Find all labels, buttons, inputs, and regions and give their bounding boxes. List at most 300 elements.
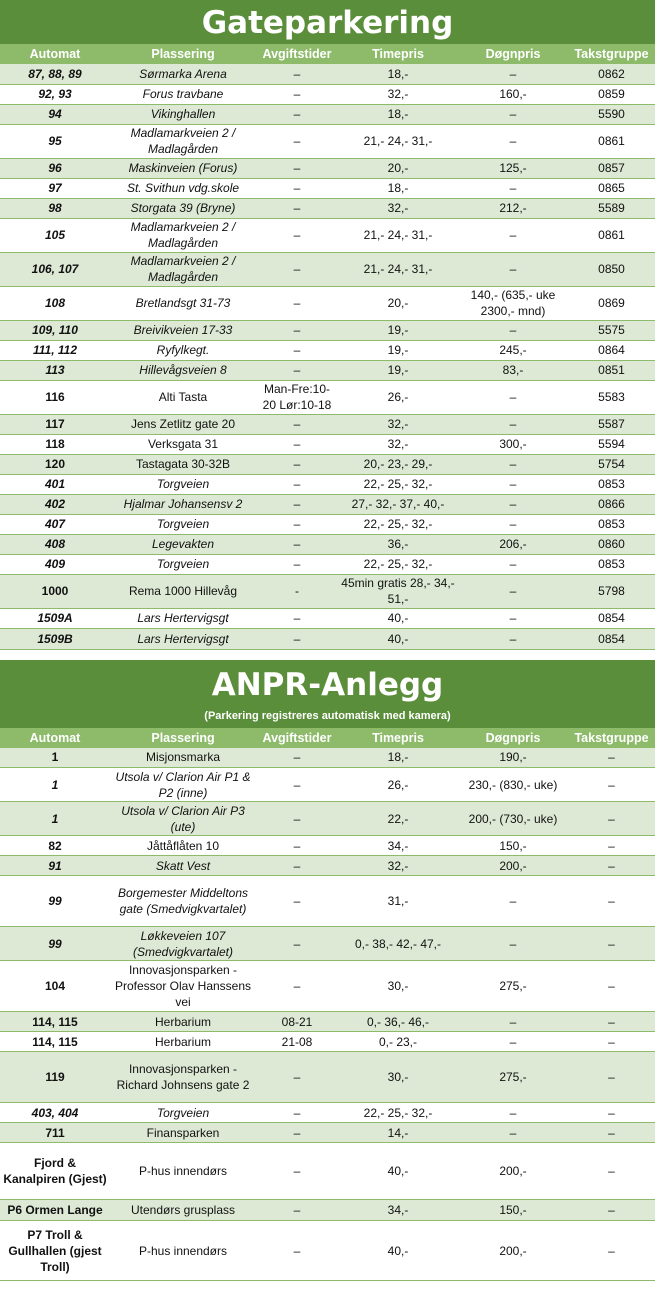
cell-timepris: 30,- [338,1052,458,1103]
cell-dognpris: – [458,414,568,434]
cell-plassering: Innovasjonsparken - Richard Johnsens gate 2 [110,1052,256,1103]
cell-automat: 105 [0,218,110,252]
header-dognpris: Døgnpris [458,44,568,64]
cell-avgiftstider: – [256,252,338,286]
header-automat: Automat [0,728,110,748]
cell-automat: 92, 93 [0,84,110,104]
table-row [0,927,655,961]
cell-automat: 402 [0,494,110,514]
cell-timepris: 18,- [338,104,458,124]
table-row [0,158,655,178]
cell-automat: 99 [0,927,110,961]
cell-automat: 711 [0,1123,110,1143]
cell-avgiftstider: – [256,454,338,474]
cell-timepris: 22,- 25,- 32,- [338,514,458,534]
cell-avgiftstider: – [256,320,338,340]
cell-avgiftstider: 08-21 [256,1012,338,1032]
cell-automat: 111, 112 [0,340,110,360]
cell-takstgruppe: – [568,1200,655,1221]
cell-automat: 117 [0,414,110,434]
cell-avgiftstider: – [256,1143,338,1200]
table-row [0,876,655,927]
cell-timepris: 26,- [338,768,458,802]
cell-takstgruppe: – [568,856,655,876]
cell-takstgruppe: – [568,1143,655,1200]
cell-automat: 99 [0,876,110,927]
cell-avgiftstider: – [256,554,338,574]
cell-takstgruppe: – [568,961,655,1012]
cell-takstgruppe: 0866 [568,494,655,514]
cell-avgiftstider: – [256,286,338,320]
cell-takstgruppe: – [568,1221,655,1281]
table-row [0,1143,655,1200]
cell-dognpris: – [458,454,568,474]
cell-dognpris: – [458,628,568,649]
cell-automat: 114, 115 [0,1032,110,1052]
cell-plassering: Utsola v/ Clarion Air P1 & P2 (inne) [110,768,256,802]
cell-timepris: 21,- 24,- 31,- [338,218,458,252]
table-row [0,474,655,494]
cell-timepris: 18,- [338,748,458,768]
cell-takstgruppe: 5798 [568,574,655,608]
cell-takstgruppe: – [568,748,655,768]
cell-takstgruppe: 0854 [568,608,655,628]
cell-timepris: 0,- 36,- 46,- [338,1012,458,1032]
cell-plassering: Torgveien [110,554,256,574]
cell-automat: 1000 [0,574,110,608]
header-plassering: Plassering [110,44,256,64]
cell-avgiftstider: – [256,1052,338,1103]
cell-plassering: Utendørs grusplass [110,1200,256,1221]
cell-automat: 409 [0,554,110,574]
cell-takstgruppe: – [568,768,655,802]
table-row [0,1052,655,1103]
cell-plassering: Jens Zetlitz gate 20 [110,414,256,434]
cell-timepris: 40,- [338,628,458,649]
cell-takstgruppe: 5575 [568,320,655,340]
table-row [0,608,655,628]
cell-takstgruppe: 5583 [568,380,655,414]
cell-dognpris: 275,- [458,1052,568,1103]
cell-takstgruppe: 0861 [568,124,655,158]
cell-dognpris: – [458,494,568,514]
header-plassering: Plassering [110,728,256,748]
cell-takstgruppe: 0861 [568,218,655,252]
cell-takstgruppe: 5587 [568,414,655,434]
cell-avgiftstider: – [256,84,338,104]
cell-plassering: Ryfylkegt. [110,340,256,360]
table-row [0,1032,655,1052]
table-row [0,320,655,340]
cell-plassering: Bretlandsgt 31-73 [110,286,256,320]
cell-automat: 95 [0,124,110,158]
table-row [0,454,655,474]
cell-timepris: 18,- [338,64,458,84]
cell-takstgruppe: 0850 [568,252,655,286]
table-row [0,340,655,360]
cell-plassering: Utsola v/ Clarion Air P3 (ute) [110,802,256,836]
cell-dognpris: – [458,1103,568,1123]
cell-avgiftstider: – [256,218,338,252]
cell-dognpris: – [458,927,568,961]
cell-avgiftstider: – [256,628,338,649]
cell-automat: 94 [0,104,110,124]
cell-timepris: 27,- 32,- 37,- 40,- [338,494,458,514]
cell-takstgruppe: – [568,1123,655,1143]
cell-automat: 104 [0,961,110,1012]
table-row [0,748,655,768]
section-subtitle-anpr: (Parkering registreres automatisk med kamera) [204,709,451,722]
anpr-table [0,728,655,1282]
cell-takstgruppe: 0854 [568,628,655,649]
section-title-anpr: ANPR-Anlegg [211,666,444,703]
cell-automat: 108 [0,286,110,320]
table-row [0,380,655,414]
cell-plassering: Storgata 39 (Bryne) [110,198,256,218]
cell-avgiftstider: – [256,104,338,124]
table-row [0,178,655,198]
cell-dognpris: – [458,608,568,628]
cell-avgiftstider: 21-08 [256,1032,338,1052]
cell-dognpris: – [458,474,568,494]
header-takstgruppe: Takstgruppe [568,44,655,64]
cell-dognpris: – [458,1012,568,1032]
header-takstgruppe: Takstgruppe [568,728,655,748]
cell-plassering: Madlamarkveien 2 / Madlagården [110,252,256,286]
cell-dognpris: – [458,64,568,84]
table-row [0,768,655,802]
cell-timepris: 45min gratis 28,- 34,- 51,- [338,574,458,608]
cell-dognpris: – [458,178,568,198]
table-row [0,286,655,320]
cell-automat: 408 [0,534,110,554]
cell-timepris: 32,- [338,84,458,104]
cell-timepris: 0,- 23,- [338,1032,458,1052]
cell-automat: 116 [0,380,110,414]
cell-plassering: Madlamarkveien 2 / Madlagården [110,124,256,158]
cell-dognpris: 190,- [458,748,568,768]
cell-dognpris: 245,- [458,340,568,360]
cell-dognpris: 200,- [458,1221,568,1281]
cell-timepris: 32,- [338,198,458,218]
cell-avgiftstider: – [256,768,338,802]
cell-avgiftstider: – [256,1200,338,1221]
cell-avgiftstider: – [256,414,338,434]
cell-avgiftstider: – [256,360,338,380]
cell-avgiftstider: Man-Fre:10-20 Lør:10-18 [256,380,338,414]
table-row [0,1200,655,1221]
cell-takstgruppe: – [568,802,655,836]
cell-plassering: Jåttåflåten 10 [110,836,256,856]
cell-plassering: Løkkeveien 107 (Smedvigkvartalet) [110,927,256,961]
table-row [0,961,655,1012]
cell-plassering: Torgveien [110,514,256,534]
cell-automat: 1 [0,802,110,836]
cell-dognpris: – [458,514,568,534]
table-row [0,554,655,574]
table-row [0,836,655,856]
cell-plassering: Tastagata 30-32B [110,454,256,474]
table-row [0,64,655,84]
table-header-row [0,728,655,748]
cell-dognpris: 275,- [458,961,568,1012]
cell-avgiftstider: – [256,1123,338,1143]
cell-takstgruppe: – [568,1032,655,1052]
cell-avgiftstider: – [256,1221,338,1281]
cell-dognpris: – [458,574,568,608]
cell-timepris: 32,- [338,856,458,876]
cell-avgiftstider: - [256,574,338,608]
cell-takstgruppe: 5754 [568,454,655,474]
cell-takstgruppe: 0860 [568,534,655,554]
cell-plassering: P-hus innendørs [110,1221,256,1281]
table-row [0,856,655,876]
table-row [0,84,655,104]
section-title-gateparkering: Gateparkering [0,0,655,44]
cell-automat: 114, 115 [0,1012,110,1032]
cell-dognpris: 206,- [458,534,568,554]
cell-takstgruppe: – [568,1052,655,1103]
cell-avgiftstider: – [256,836,338,856]
table-row [0,1123,655,1143]
cell-dognpris: – [458,1032,568,1052]
table-row [0,124,655,158]
cell-plassering: Skatt Vest [110,856,256,876]
cell-dognpris: – [458,218,568,252]
cell-takstgruppe: – [568,927,655,961]
cell-plassering: St. Svithun vdg.skole [110,178,256,198]
cell-takstgruppe: – [568,1103,655,1123]
cell-plassering: Forus travbane [110,84,256,104]
cell-automat: 1 [0,768,110,802]
cell-takstgruppe: 5590 [568,104,655,124]
cell-timepris: 20,- [338,286,458,320]
cell-plassering: Herbarium [110,1012,256,1032]
cell-timepris: 22,- 25,- 32,- [338,554,458,574]
cell-timepris: 32,- [338,414,458,434]
cell-dognpris: – [458,252,568,286]
cell-dognpris: – [458,124,568,158]
cell-avgiftstider: – [256,198,338,218]
cell-timepris: 22,- [338,802,458,836]
table-row [0,534,655,554]
cell-takstgruppe: 0853 [568,474,655,494]
cell-automat: 82 [0,836,110,856]
cell-timepris: 19,- [338,360,458,380]
cell-automat: 403, 404 [0,1103,110,1123]
cell-takstgruppe: 0853 [568,514,655,534]
cell-avgiftstider: – [256,64,338,84]
cell-automat: 106, 107 [0,252,110,286]
cell-plassering: Rema 1000 Hillevåg [110,574,256,608]
cell-automat: 118 [0,434,110,454]
table-row [0,494,655,514]
cell-avgiftstider: – [256,748,338,768]
cell-plassering: Madlamarkveien 2 / Madlagården [110,218,256,252]
cell-plassering: Hjalmar Johansensv 2 [110,494,256,514]
header-avgiftstider: Avgiftstider [256,44,338,64]
table-row [0,628,655,649]
cell-plassering: Vikinghallen [110,104,256,124]
cell-timepris: 0,- 38,- 42,- 47,- [338,927,458,961]
cell-avgiftstider: – [256,534,338,554]
cell-timepris: 40,- [338,1143,458,1200]
cell-automat: 1509B [0,628,110,649]
cell-dognpris: 150,- [458,836,568,856]
cell-timepris: 36,- [338,534,458,554]
cell-dognpris: – [458,554,568,574]
cell-avgiftstider: – [256,340,338,360]
cell-automat: 96 [0,158,110,178]
cell-takstgruppe: 0853 [568,554,655,574]
cell-plassering: Hillevågsveien 8 [110,360,256,380]
gateparkering-table [0,44,655,650]
cell-takstgruppe: 5589 [568,198,655,218]
cell-dognpris: – [458,380,568,414]
cell-automat: 91 [0,856,110,876]
table-row [0,574,655,608]
cell-takstgruppe: 0857 [568,158,655,178]
cell-timepris: 22,- 25,- 32,- [338,474,458,494]
cell-plassering: Misjonsmarka [110,748,256,768]
cell-dognpris: – [458,876,568,927]
cell-dognpris: – [458,104,568,124]
cell-takstgruppe: – [568,876,655,927]
cell-dognpris: 230,- (830,- uke) [458,768,568,802]
cell-automat: 87, 88, 89 [0,64,110,84]
cell-timepris: 34,- [338,836,458,856]
cell-avgiftstider: – [256,158,338,178]
cell-dognpris: 83,- [458,360,568,380]
cell-avgiftstider: – [256,927,338,961]
cell-avgiftstider: – [256,876,338,927]
cell-takstgruppe: 0869 [568,286,655,320]
cell-takstgruppe: 0851 [568,360,655,380]
table-row [0,514,655,534]
cell-takstgruppe: 0862 [568,64,655,84]
cell-timepris: 30,- [338,961,458,1012]
cell-timepris: 21,- 24,- 31,- [338,252,458,286]
table-row [0,252,655,286]
cell-takstgruppe: 5594 [568,434,655,454]
cell-dognpris: 200,- [458,856,568,876]
cell-timepris: 34,- [338,1200,458,1221]
cell-avgiftstider: – [256,434,338,454]
cell-takstgruppe: 0859 [568,84,655,104]
cell-plassering: Verksgata 31 [110,434,256,454]
cell-dognpris: – [458,1123,568,1143]
cell-plassering: Finansparken [110,1123,256,1143]
header-avgiftstider: Avgiftstider [256,728,338,748]
cell-automat: 119 [0,1052,110,1103]
cell-avgiftstider: – [256,474,338,494]
cell-plassering: Lars Hertervigsgt [110,608,256,628]
cell-automat: 1 [0,748,110,768]
table-row [0,360,655,380]
cell-takstgruppe: – [568,1012,655,1032]
cell-automat: 98 [0,198,110,218]
cell-automat: 109, 110 [0,320,110,340]
cell-dognpris: 150,- [458,1200,568,1221]
cell-timepris: 22,- 25,- 32,- [338,1103,458,1123]
cell-timepris: 19,- [338,320,458,340]
table-row [0,802,655,836]
cell-dognpris: 200,- (730,- uke) [458,802,568,836]
cell-timepris: 32,- [338,434,458,454]
cell-timepris: 19,- [338,340,458,360]
cell-automat: Fjord & Kanalpiren (Gjest) [0,1143,110,1200]
cell-avgiftstider: – [256,514,338,534]
cell-timepris: 18,- [338,178,458,198]
cell-plassering: Lars Hertervigsgt [110,628,256,649]
cell-plassering: Borgemester Middeltons gate (Smedvigkvartalet) [110,876,256,927]
cell-plassering: Sørmarka Arena [110,64,256,84]
table-row [0,414,655,434]
cell-dognpris: 300,- [458,434,568,454]
cell-automat: 1509A [0,608,110,628]
cell-automat: 401 [0,474,110,494]
cell-timepris: 20,- [338,158,458,178]
cell-timepris: 20,- 23,- 29,- [338,454,458,474]
cell-plassering: Maskinveien (Forus) [110,158,256,178]
anpr-banner [0,660,655,728]
cell-automat: P7 Troll & Gullhallen (gjest Troll) [0,1221,110,1281]
cell-plassering: Torgveien [110,1103,256,1123]
cell-dognpris: 200,- [458,1143,568,1200]
cell-plassering: P-hus innendørs [110,1143,256,1200]
cell-timepris: 40,- [338,608,458,628]
header-timepris: Timepris [338,44,458,64]
header-dognpris: Døgnpris [458,728,568,748]
cell-avgiftstider: – [256,856,338,876]
cell-avgiftstider: – [256,961,338,1012]
cell-plassering: Herbarium [110,1032,256,1052]
cell-dognpris: 160,- [458,84,568,104]
table-header-row [0,44,655,64]
cell-automat: 97 [0,178,110,198]
cell-takstgruppe: 0864 [568,340,655,360]
cell-plassering: Innovasjonsparken - Professor Olav Hanssens vei [110,961,256,1012]
cell-avgiftstider: – [256,178,338,198]
header-automat: Automat [0,44,110,64]
table-row [0,1221,655,1281]
cell-dognpris: 212,- [458,198,568,218]
cell-avgiftstider: – [256,494,338,514]
cell-avgiftstider: – [256,802,338,836]
cell-automat: P6 Ormen Lange [0,1200,110,1221]
cell-takstgruppe: 0865 [568,178,655,198]
table-row [0,434,655,454]
cell-timepris: 14,- [338,1123,458,1143]
cell-plassering: Alti Tasta [110,380,256,414]
cell-automat: 113 [0,360,110,380]
cell-dognpris: 125,- [458,158,568,178]
table-row [0,1103,655,1123]
cell-dognpris: – [458,320,568,340]
table-row [0,218,655,252]
cell-takstgruppe: – [568,836,655,856]
cell-plassering: Torgveien [110,474,256,494]
cell-plassering: Legevakten [110,534,256,554]
cell-timepris: 31,- [338,876,458,927]
cell-automat: 120 [0,454,110,474]
cell-avgiftstider: – [256,1103,338,1123]
cell-dognpris: 140,- (635,- uke 2300,- mnd) [458,286,568,320]
cell-plassering: Breivikveien 17-33 [110,320,256,340]
cell-automat: 407 [0,514,110,534]
cell-avgiftstider: – [256,124,338,158]
cell-timepris: 26,- [338,380,458,414]
